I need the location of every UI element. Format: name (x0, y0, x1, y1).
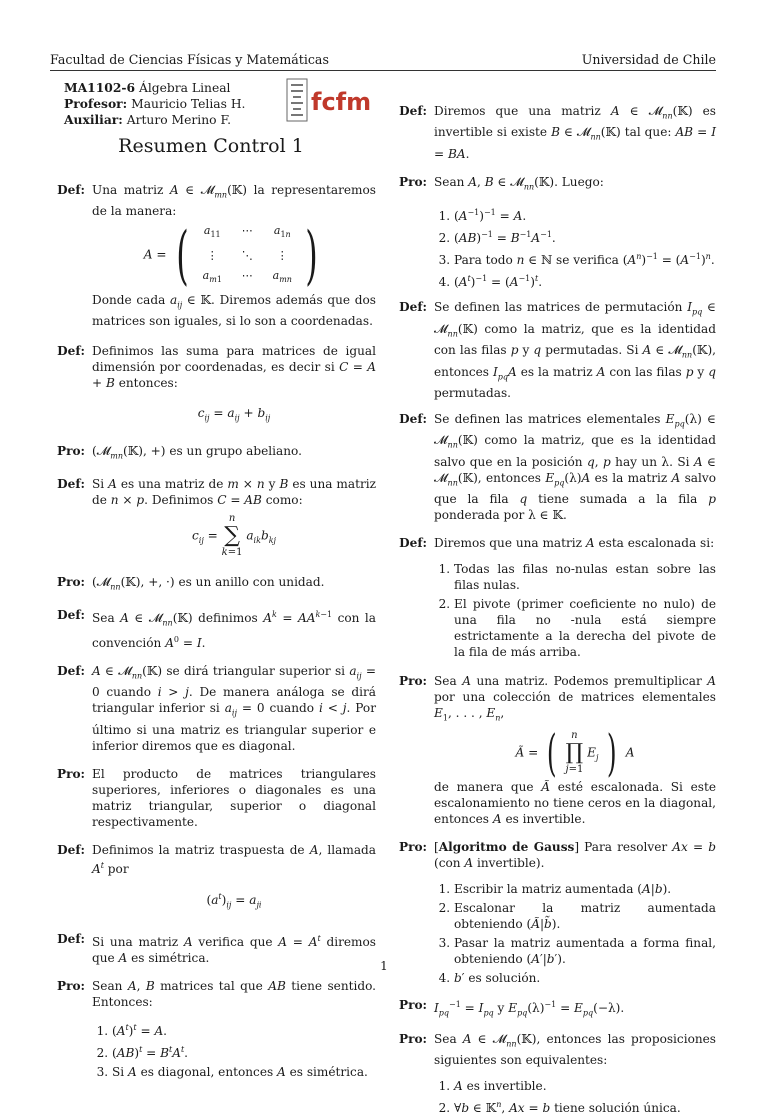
faculty-name: Facultad de Ciencias Físicas y Matemáticas (50, 52, 329, 67)
def-triangular: Def: A ∈ 𝓜$_{nn}$(𝕂) se dirá triangular superior si $a_{ij} = 0$ cuando i > j. De manera análoga se dirá triangular inferior si $a_{ij} = 0$ cuando i < j. Por último si una matriz es triangular superior e inferior diremos que es diagonal. (57, 663, 377, 753)
logo-text: fcfm (311, 88, 372, 116)
def-matrix: Def: Una matriz A ∈ 𝓜$_{mn}$(𝕂) la representaremos de la manera: A = ( $a_{11}$ ⋯ $a_{1n}$ ⋮ ⋱ ⋮ $a_{m1}$ ⋯ $a_{mn}$ ) Donde cada $a_{ij}$ ∈ 𝕂. Diremos además que dos matrices son iguales, si lo son a coordenadas. (57, 183, 377, 329)
def-symmetric: Def: Si una matriz A verifica que $A = A^t$ diremos que A es simétrica. (57, 932, 376, 966)
pro-inverse: Pro: Sean A, B ∈ 𝓜$_{nn}$(𝕂). Luego: 1. $(A^{-1})^{-1} = A$. 2. $(AB)^{-1} = B^{-1}A^{-1}$. 3. Para todo n ∈ ℕ se verifica $(A^n)^{-1} = (A^{-1})^n$. 4. $(A^t)^{-1} = (A^{-1})^t$. (388, 174, 716, 294)
course-name: Álgebra Lineal (138, 81, 231, 95)
def-permutation: Def: Se definen las matrices de permutación $I_{pq}$ ∈ 𝓜$_{nn}$(𝕂) como la matriz, que es la identidad con las filas p y q permutadas. Si A ∈ 𝓜$_{nn}$(𝕂), entonces $I_{pq}A$ es la matriz A con las filas p y q permutadas. (399, 300, 717, 400)
pro-triangular-product: Pro: El producto de matrices triangulares superiores, inferiores o diagonales es una matriz triangular, superior o diagonal respectivamente. (57, 766, 376, 829)
professor-label: Profesor: (64, 96, 128, 111)
auxiliar-name: Arturo Merino F. (126, 113, 231, 127)
def-power: Def: Sea A ∈ 𝓜$_{nn}$(𝕂) definimos $A^k = AA^{k-1}$ con la convención $A^0 = I$. (57, 608, 377, 650)
pro-premultiply: Pro: Sea A una matriz. Podemos premultiplicar A por una colección de matrices elementales $E_1$, . . . , $E_n$, Ã = ( n ∏ j=1 $E_j$ ) A de manera que Ã esté escalonada. Si este escalonamiento no tiene ceros en la diagonal, entonces A es invertible. (399, 674, 717, 826)
def-echelon: Def: Diremos que una matriz A esta escalonada si: 1. Todas las filas no-nulas estan sobre las filas nulas. 2. El pivote (primer coeficiente no nulo) de una fila no -nula está siempre estrictamente a la derecha del pivote de la fila de más arriba. (388, 535, 716, 663)
page-number: 1 (380, 959, 388, 973)
page-title: Resumen Control 1 (118, 135, 304, 157)
pro-group: Pro: (𝓜$_{mn}$(𝕂), +) es un grupo abeliano. (57, 443, 302, 460)
pro-inverses-elementary: Pro: $I_{pq}^{-1} = I_{pq}$ y $E_{pq}(\lambda)^{-1} = E_{pq}(-\lambda)$. (399, 997, 625, 1018)
def-product: Def: Si A es una matriz de m × n y B es una matriz de n × p. Definimos C = AB como: $c_{ij}$ = n ∑ k=1 $a_{ik}b_{kj}$ (57, 477, 376, 558)
pro-equivalences: Pro: Sea A ∈ 𝓜$_{nn}$(𝕂), entonces las proposiciones siguientes son equivalentes: 1. A es invertible. 2. ∀b ∈ 𝕂$^n$, Ax = b tiene solución única. (388, 1031, 716, 1119)
pro-transpose: Pro: Sean A, B matrices tal que AB tiene sentido. Entonces: 1. $(A^t)^t = A$. 2. $(AB)^t = B^tA^t$. 3. Si A es diagonal, entonces A es simétrica. (46, 978, 376, 1083)
pro-ring: Pro: (𝓜$_{nn}$(𝕂), +, ·) es un anillo con unidad. (57, 575, 325, 592)
university-name: Universidad de Chile (581, 52, 716, 67)
left-column (46, 182, 376, 1083)
pro-gauss: Pro: [Algoritmo de Gauss] Para resolver Ax = b (con A invertible). 1. Escribir la matriz aumentada (A|b). 2. Escalonar la matriz aumentada obteniendo (Ã|b̃). 3. Pasar la matriz aumentada a forma final, obteniendo (A′|b′). 4. b′ es solución. (388, 839, 716, 989)
auxiliar-label: Auxiliar: (64, 112, 123, 127)
course-code: MA1102-6 (64, 80, 136, 95)
professor-name: Mauricio Telias H. (131, 97, 246, 111)
def-sum: Def: Definimos las suma para matrices de igual dimensión por coordenadas, es decir si C = A + B entonces: $c_{ij} = a_{ij} + b_{ij}$ (57, 344, 377, 423)
def-elementary: Def: Se definen las matrices elementales $E_{pq}(\lambda)$ ∈ 𝓜$_{nn}$(𝕂) como la matriz, que es la identidad salvo que en la posición q, p hay un λ. Si A ∈ 𝓜$_{nn}$(𝕂), entonces $E_{pq}(\lambda)A$ es la matriz A salvo que la fila q tiene sumada a la fila p ponderada por λ ∈ 𝕂. (399, 411, 716, 523)
def-transpose: Def: Definimos la matriz traspuesta de A, llamada $A^t$ por $(a^t)_{ij} = a_{ji}$ (57, 842, 376, 910)
page-header (50, 50, 716, 71)
def-invertible: Def: Diremos que una matriz A ∈ 𝓜$_{nn}$(𝕂) es invertible si existe B ∈ 𝓜$_{nn}$(𝕂) tal que: AB = I = BA. (399, 104, 717, 161)
fcfm-logo (285, 77, 380, 123)
